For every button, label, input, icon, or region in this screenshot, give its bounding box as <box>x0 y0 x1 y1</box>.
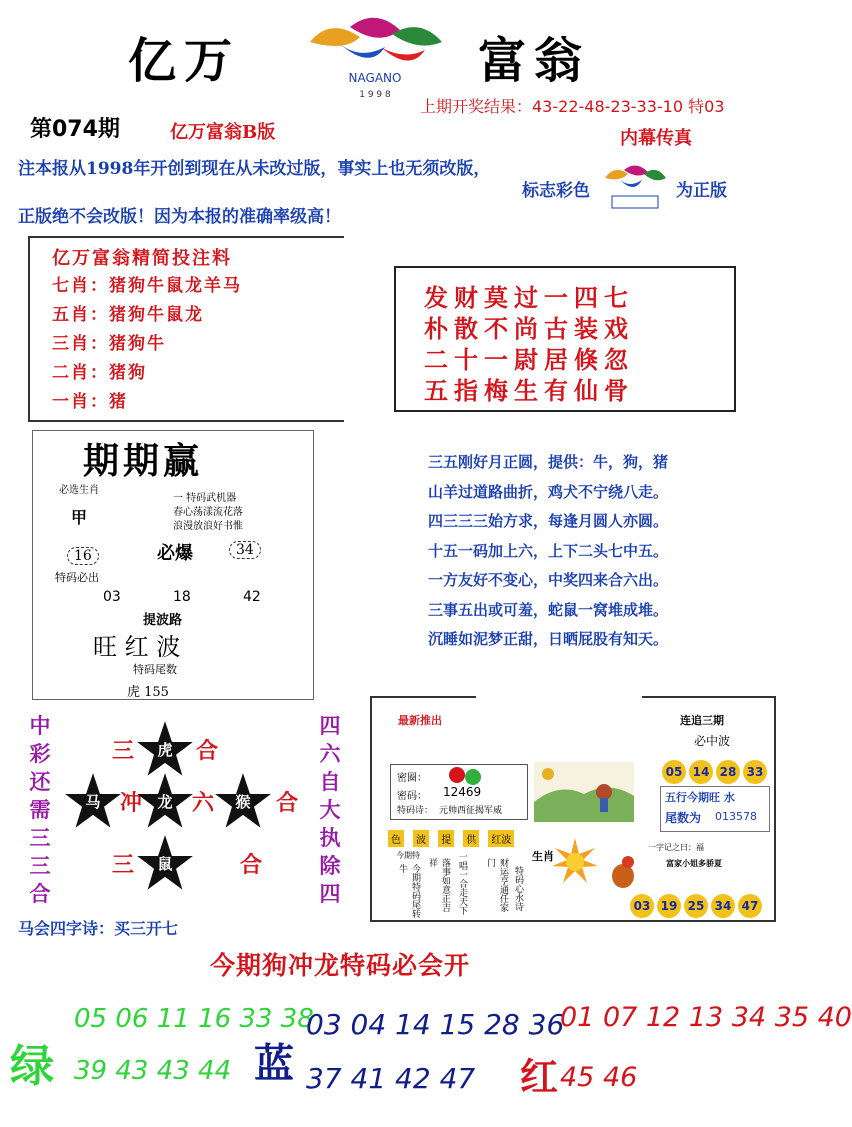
number-ball: 34 <box>711 894 735 918</box>
star-horse-label: 马 <box>85 792 101 811</box>
picks-row: 五肖：猪狗牛鼠龙 <box>52 305 204 325</box>
issue-number: 第074期 <box>30 117 120 142</box>
latest-label: 最新推出 <box>398 714 442 727</box>
poem-line: 发财莫过一四七 <box>424 283 634 312</box>
notice-line-1: 注本报从1998年开创到现在从未改过版，事实上也无须改版， <box>18 159 491 179</box>
verse-line: 四三三三始方求，每逢月圆人亦圆。 <box>428 512 669 530</box>
right-column-char: 自 <box>319 769 341 794</box>
logo-note-left: 标志彩色 <box>522 181 590 201</box>
number-ball: 47 <box>738 894 762 918</box>
star-monkey <box>214 772 272 830</box>
right-column-char: 四 <box>319 713 341 738</box>
left-column <box>28 712 52 908</box>
qiqiying-tema-label: 特码必出 <box>55 571 99 584</box>
qiqiying-side-1: 一 特码武机器 <box>173 493 237 504</box>
red-numbers-1: 01 07 12 13 34 35 40 <box>560 1002 852 1033</box>
column-1: 今期特 <box>396 851 420 860</box>
color-label-1: 色 <box>388 830 404 847</box>
green-label: 绿 <box>10 1041 54 1092</box>
picks-box <box>28 236 344 422</box>
right-column-char: 六 <box>319 741 341 766</box>
poem-value: 元帅西征揭军威 <box>439 806 503 816</box>
right-column <box>318 712 342 908</box>
right-column-char: 执 <box>319 825 341 850</box>
star-horse <box>64 772 122 830</box>
qiqiying-side-2: 春心荡漾流花落 <box>173 507 243 518</box>
number-ball: 19 <box>657 894 681 918</box>
picks-row: 七肖：猪狗牛鼠龙羊马 <box>52 276 242 296</box>
code-value: 12469 <box>443 785 482 799</box>
number-ball: 03 <box>630 894 654 918</box>
verse-line: 沉睡如泥梦正甜，日晒屁股有知天。 <box>428 630 669 648</box>
row2-mid-1: 冲 <box>120 790 143 816</box>
qiqiying-title: 期期赢 <box>83 440 204 482</box>
right-column-char: 除 <box>319 853 341 878</box>
color-value: 红波 <box>488 830 514 847</box>
left-column-char: 三 <box>29 853 51 878</box>
headline: 今期狗冲龙特码必会开 <box>210 951 471 980</box>
column-3: 落事如意正吉祥 <box>427 858 450 912</box>
verse-line: 山羊过道路曲折，鸡犬不宁绕八走。 <box>428 482 669 501</box>
qiqiying-bo-label: 提波路 <box>143 613 183 628</box>
verse-block <box>428 448 668 655</box>
poem-line: 五指梅生有仙骨 <box>424 376 634 405</box>
number-ball: 05 <box>662 760 686 784</box>
three-period: 连追三期 <box>680 714 724 727</box>
picks-title: 亿万富翁精简投注料 <box>52 248 232 269</box>
qiqiying-num-1: 03 <box>103 589 121 605</box>
blue-numbers-2: 37 41 42 47 <box>306 1062 476 1095</box>
qiqiying-bibao: 必爆 <box>157 543 193 564</box>
wuxing-box <box>660 786 770 832</box>
logo-year: 1 9 9 8 <box>359 90 391 100</box>
left-column-char: 彩 <box>29 741 51 766</box>
color-label-2: 波 <box>413 830 429 847</box>
must-wave: 必中波 <box>694 734 731 748</box>
left-column-char: 需 <box>29 797 51 822</box>
qiqiying-mark: 甲 <box>71 508 88 527</box>
star-tiger <box>136 720 194 778</box>
one-word: 一字记之曰：福 <box>648 843 704 852</box>
tema-poem: 特码心水诗 <box>513 866 523 911</box>
picks-list <box>52 272 242 417</box>
picks-row: 三肖：猪狗牛 <box>52 334 166 354</box>
left-column-char: 还 <box>29 769 51 794</box>
blue-label: 蓝 <box>254 1040 294 1087</box>
red-numbers-2: 45 46 <box>560 1062 638 1093</box>
left-column-char: 合 <box>29 881 51 906</box>
column-5: 财运亨通任家门 <box>485 858 508 912</box>
qiqiying-num-left: 16 <box>67 547 99 565</box>
fax-label: 内幕传真 <box>620 128 692 149</box>
verse-line: 十五一码加上六，上下二头七中五。 <box>428 541 669 560</box>
number-ball: 33 <box>743 760 767 784</box>
info-panel <box>370 696 776 922</box>
green-numbers-1: 05 06 11 16 33 38 <box>74 1004 314 1034</box>
number-ball: 28 <box>716 760 740 784</box>
color-label-3: 提 <box>438 830 454 847</box>
column-2: 今期特码尾转牛 <box>397 864 420 918</box>
title-left: 亿万 <box>128 33 241 89</box>
row1-right: 合 <box>196 738 219 764</box>
qiqiying-num-2: 18 <box>173 589 191 605</box>
edition-label: 亿万富翁B版 <box>170 122 276 143</box>
verse-line: 三五刚好月正圆，提供：牛，狗，猪 <box>428 453 669 471</box>
star-dragon <box>136 772 194 830</box>
left-column-char: 三 <box>29 825 51 850</box>
landscape-image <box>534 762 634 822</box>
qiqiying-bottom: 虎 155 <box>127 685 169 700</box>
sun-icon <box>552 838 598 884</box>
row3-left: 三 <box>112 852 135 878</box>
column-4: 一唱一合走天下 <box>457 852 467 915</box>
balls-top <box>662 760 770 784</box>
blue-numbers-1: 03 04 14 15 28 36 <box>306 1008 565 1041</box>
star-dragon-label: 龙 <box>157 792 173 811</box>
row2-mid-2: 六 <box>192 790 215 816</box>
color-label-4: 供 <box>463 830 479 847</box>
qiqiying-wave: 旺 红 波 <box>93 633 181 661</box>
poem-line: 二十一尉居倏忽 <box>424 345 634 374</box>
title-right: 富翁 <box>478 33 591 89</box>
four-word-poem: 马会四字诗：买三开七 <box>18 919 179 938</box>
tail-value: 013578 <box>715 810 757 823</box>
qiqiying-box <box>32 430 314 700</box>
secret-label: 密圈： <box>397 773 427 784</box>
qiqiying-num-3: 42 <box>243 589 261 605</box>
number-ball: 14 <box>689 760 713 784</box>
wuxing-text: 五行今期旺 水 <box>665 791 735 804</box>
row3-right: 合 <box>240 852 263 878</box>
poem-label: 特码诗： <box>397 806 434 816</box>
secret-box <box>390 764 528 820</box>
poem-line: 朴散不尚古装戏 <box>424 314 634 343</box>
left-column-char: 中 <box>29 713 51 738</box>
star-tiger-label: 虎 <box>157 740 173 759</box>
green-numbers-2: 39 43 43 44 <box>74 1056 232 1086</box>
qiqiying-side-3: 浪漫放浪好书惟 <box>173 521 243 532</box>
balls-bottom <box>630 894 765 918</box>
right-column-char: 大 <box>319 797 341 822</box>
tail-label: 尾数为 <box>665 811 702 825</box>
number-ball: 25 <box>684 894 708 918</box>
row2-right: 合 <box>276 790 299 816</box>
row1-left: 三 <box>112 738 135 764</box>
verse-line: 一方友好不变心，中奖四来合六出。 <box>428 571 669 589</box>
logo-note-right: 为正版 <box>676 181 727 201</box>
rich-family: 富家小姐多骄夏 <box>666 858 722 868</box>
verse-line: 三事五出或可羞，蛇鼠一窝堆成堆。 <box>428 600 669 619</box>
picks-row: 二肖：猪狗 <box>52 363 147 383</box>
qiqiying-tail-label: 特码尾数 <box>133 663 177 676</box>
last-result: 上期开奖结果：43-22-48-23-33-10 特03 <box>420 97 725 116</box>
picks-row: 一肖：猪 <box>52 392 128 412</box>
red-label: 红 <box>520 1054 559 1099</box>
nagano-logo <box>300 12 450 104</box>
code-label: 密码： <box>397 791 427 802</box>
qiqiying-num-right: 34 <box>229 541 261 559</box>
qiqiying-subtitle: 必选生肖 <box>59 485 99 496</box>
zodiac-label: 生肖 <box>532 850 554 863</box>
rooster-icon <box>608 852 638 892</box>
right-column-char: 四 <box>319 881 341 906</box>
small-logo <box>600 160 670 215</box>
star-monkey-label: 猴 <box>235 792 251 811</box>
notice-line-2: 正版绝不会改版！因为本报的准确率级高！ <box>18 207 341 227</box>
logo-text: NAGANO <box>348 71 402 85</box>
star-rat-label: 鼠 <box>157 854 173 873</box>
color-provide <box>388 828 514 847</box>
star-rat <box>136 834 194 892</box>
poem-box <box>394 266 736 412</box>
